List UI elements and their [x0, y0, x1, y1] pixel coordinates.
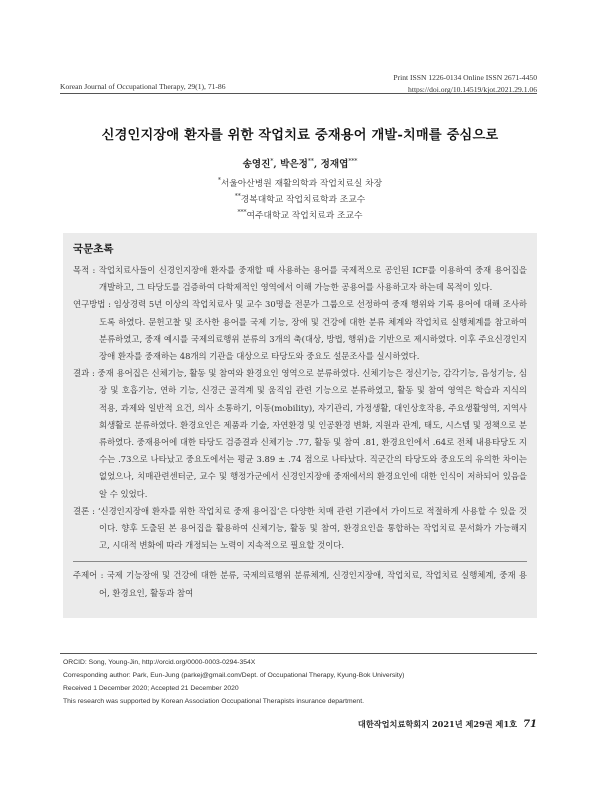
- affiliation: [0, 208, 600, 221]
- page-footer: [358, 719, 537, 730]
- footnote-funding: This research was supported by Korean Association Occupational Therapists insurance department.: [63, 698, 364, 705]
- abstract-results: [73, 365, 527, 503]
- section-text: 작업치료사들이 신경인지장애 환자를 중재할 때 사용하는 용어를 국제적으로 공인된 ICF를 이용하여 중재 용어집을 개발하고, 그 타당도를 검증하여 다학제적인 영역에서 이해 가능한 공용어를 사용하고자 하는데 목적이 있다.: [98, 265, 527, 293]
- abstract-purpose: [73, 262, 527, 296]
- affiliation-text: 경복대학교 작업치료학과 조교수: [240, 195, 366, 205]
- section-label: 결론 :: [73, 505, 98, 516]
- section-label: 연구방법 :: [73, 299, 114, 310]
- affiliation-text: 여주대학교 작업치료과 조교수: [246, 211, 363, 221]
- issn-line: Print ISSN 1226-0134 Online ISSN 2671-4450: [393, 73, 537, 82]
- abstract-conclusion: [73, 503, 527, 555]
- section-text: ‘신경인지장애 환자를 위한 작업치료 중재 용어집’은 다양한 치매 관련 기관에서 가이드로 적절하게 사용할 수 있을 것이다. 향후 도출된 본 용어집을 활용하여 신체기능, 활동 및 참여, 환경요인을 통합하는 작업치료 문서화가 가능해지고, 시대적 변화에 따라 개정되는 노력이 지속적으로 필요할 것이다.: [97, 505, 528, 551]
- author-name: 박은정: [280, 159, 308, 170]
- affiliation-mark: **: [234, 193, 241, 201]
- keywords-label: 주제어 :: [73, 570, 107, 581]
- keywords-text: 국제 기능장애 및 건강에 대한 분류, 국제의료행위 분류체계, 신경인지장애, 작업치료, 작업치료 실행체계, 중재 용어, 환경요인, 활동과 참여: [99, 570, 527, 598]
- abstract-heading: 국문초록: [73, 243, 114, 255]
- abstract-methods: [73, 296, 527, 365]
- journal-citation: Korean Journal of Occupational Therapy, 29(1), 71-86: [60, 82, 226, 91]
- author-mark: **: [307, 157, 314, 165]
- abstract-box: [63, 233, 537, 618]
- paper-title: 신경인지장애 환자를 위한 작업치료 중재용어 개발-치매를 중심으로: [101, 128, 499, 143]
- footnote-corresponding-author: Corresponding author: Park, Eun-Jung (parkej@gmail.com/Dept. of Occupational Therapy, Kyung-Bok University): [63, 672, 405, 679]
- author-mark: *: [270, 157, 274, 165]
- footnote-orcid[interactable]: ORCID: Song, Young-Jin, http://orcid.org/0000-0003-0294-354X: [63, 659, 256, 666]
- author-mark: ***: [348, 157, 358, 165]
- affiliation: [0, 176, 600, 189]
- footnote-divider: [60, 653, 537, 654]
- issn-doi-block: [393, 72, 537, 95]
- affiliation-mark: ***: [237, 209, 247, 217]
- footnote-received-accepted: Received 1 December 2020; Accepted 21 December 2020: [63, 685, 239, 692]
- affiliation-mark: *: [217, 177, 221, 185]
- author-list: 송영진*, 박은정**, 정재엽***: [242, 157, 358, 170]
- header-divider: [60, 93, 537, 94]
- page-number: 71: [523, 719, 537, 730]
- affiliation: [0, 192, 600, 205]
- author-name: 정재엽: [320, 159, 349, 170]
- section-label: 결과 :: [73, 368, 98, 379]
- section-label: 목적 :: [73, 265, 99, 275]
- footer-journal-issue: 대한작업치료학회지 2021년 제29권 제1호: [357, 719, 518, 729]
- abstract-keywords: [73, 567, 527, 601]
- doi-line[interactable]: https://doi.org/10.14519/kjot.2021.29.1.06: [408, 84, 537, 94]
- keywords-divider: [73, 561, 527, 562]
- section-text: 중재 용어집은 신체기능, 활동 및 참여와 환경요인 영역으로 분류하였다. 신체기능은 정신기능, 감각기능, 음성기능, 심장 및 호흡기능, 연하 기능, 신경근 골격계 및 움직임 관련 기능으로 분류하였고, 활동 및 참여 영역은 학습과 지식의 적용, 과제와 일반적 요건, 의사 소통하기, 이동(mobility), 자기관리, 가정생활, 대인상호작용, 주요생활영역, 지역사회생활로 분류하였다. 환경요인은 제품과 기술, 자연환경 및 인공환경 변화, 지원과 관계, 태도, 시스템 및 정책으로 분류하였다. 중재용어에 대한 타당도 검증결과 신체기능 .77, 활동 및 참여 .81, 환경요인에서 .64로 전체 내용타당도 지수는 .73으로 나타났고 중요도에서는 평균 3.89 ± .74 점으로 나타났다. 직군간의 타당도와 중요도의 유의한 차이는 없었으나, 치매관련센터군, 교수 및 행정가군에서 신경인지장애 중재에서의 환경요인에 대한 인식이 저하되어 있음을 알 수 있었다.: [97, 368, 527, 499]
- section-text: 임상경력 5년 이상의 작업치료사 및 교수 30명을 전문가 그룹으로 선정하여 중재 행위와 기록 용어에 대해 조사하도록 하였다. 문헌고찰 및 조사한 용어를 국제 기능, 장애 및 건강에 대한 분류 체계와 작업치료 실행체계를 참고하여 분류하였고, 중재 예시를 국제의료행위 분류의 3개의 축(대상, 방법, 행위)을 기반으로 제시하였다. 이후 주요신경인지장애 환자를 중재하는 48개의 기관을 대상으로 타당도와 중요도 설문조사를 실시하였다.: [99, 299, 527, 362]
- affiliation-text: 서울아산병원 재활의학과 작업치료실 차장: [220, 179, 383, 189]
- author-name: 송영진: [242, 159, 271, 170]
